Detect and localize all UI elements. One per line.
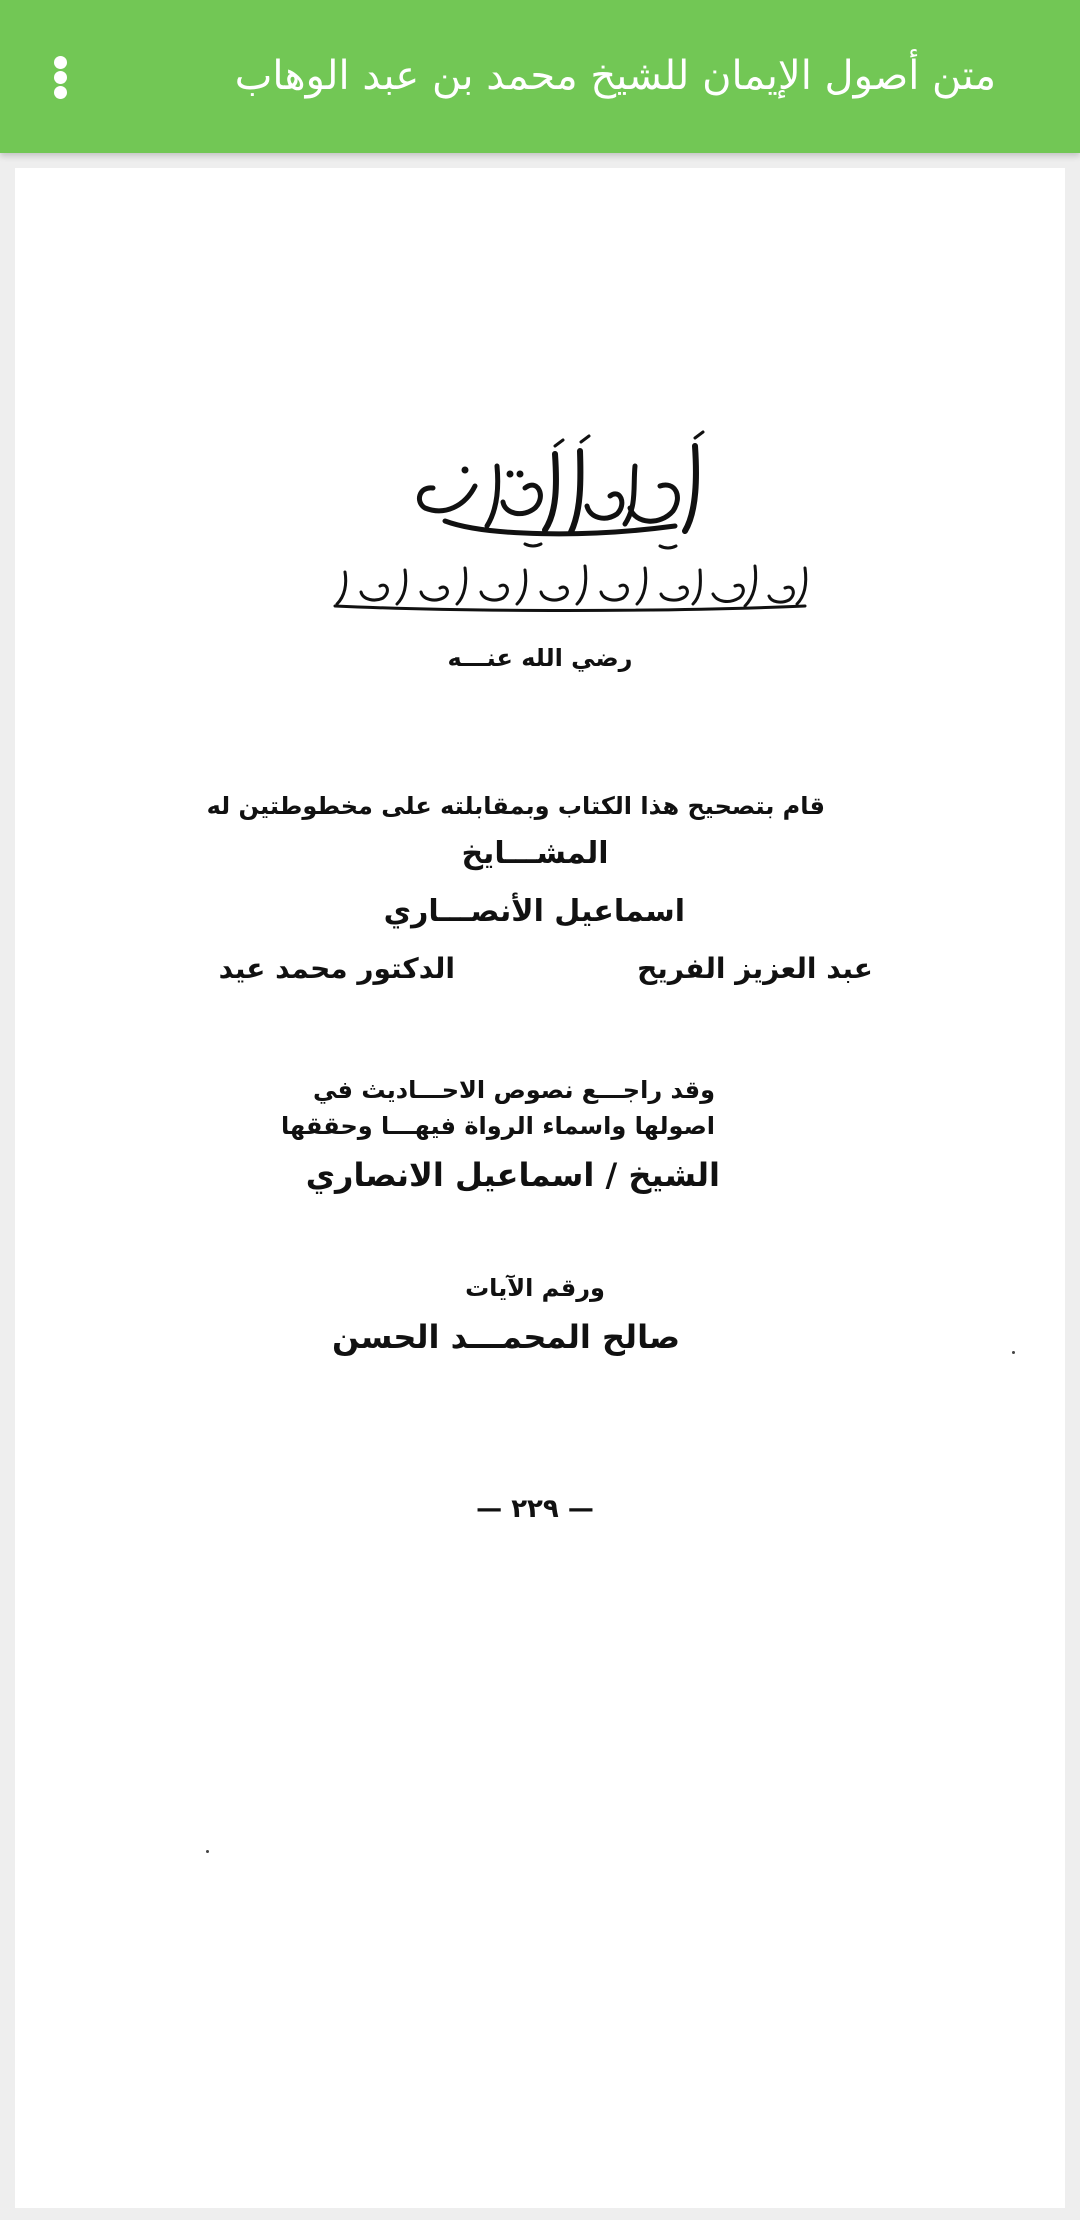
review-line-1: وقد راجـــع نصوص الاحـــاديث في	[313, 1076, 715, 1104]
blessing-text: رضي الله عنـــه	[447, 644, 633, 672]
more-vert-icon	[54, 71, 67, 84]
sheikh-name-2: عبد العزيز الفريح	[637, 952, 873, 985]
scan-speck	[206, 1850, 209, 1853]
review-line-2: اصولها واسماء الرواة فيهـــا وحققها	[281, 1112, 715, 1140]
reviewer-name: الشيخ / اسماعيل الانصاري	[305, 1156, 720, 1194]
document-content	[15, 168, 1065, 2208]
app-bar	[0, 0, 1080, 153]
numbering-label: ورقم الآيات	[465, 1274, 605, 1302]
correction-intro: قام بتصحيح هذا الكتاب وبمقابلته على مخطوطتين له	[206, 792, 825, 820]
page-number: — ٢٢٩ —	[476, 1494, 594, 1524]
author-calligraphy	[315, 558, 815, 618]
scan-speck	[1012, 1351, 1015, 1354]
more-vert-icon	[54, 86, 67, 99]
document-page[interactable]	[15, 168, 1065, 2208]
app-title: متن أصول الإيمان للشيخ محمد بن عبد الوهاب	[234, 53, 996, 99]
more-options-button[interactable]	[30, 46, 92, 108]
sheikh-name-3: الدكتور محمد عيد	[218, 952, 455, 985]
sheikhs-heading: المشـــايخ	[461, 836, 609, 871]
more-vert-icon	[54, 56, 67, 69]
numbering-by: صالح المحمـــد الحسن	[332, 1318, 680, 1356]
title-calligraphy	[405, 426, 715, 556]
sheikh-name-1: اسماعيل الأنصـــاري	[383, 894, 685, 929]
